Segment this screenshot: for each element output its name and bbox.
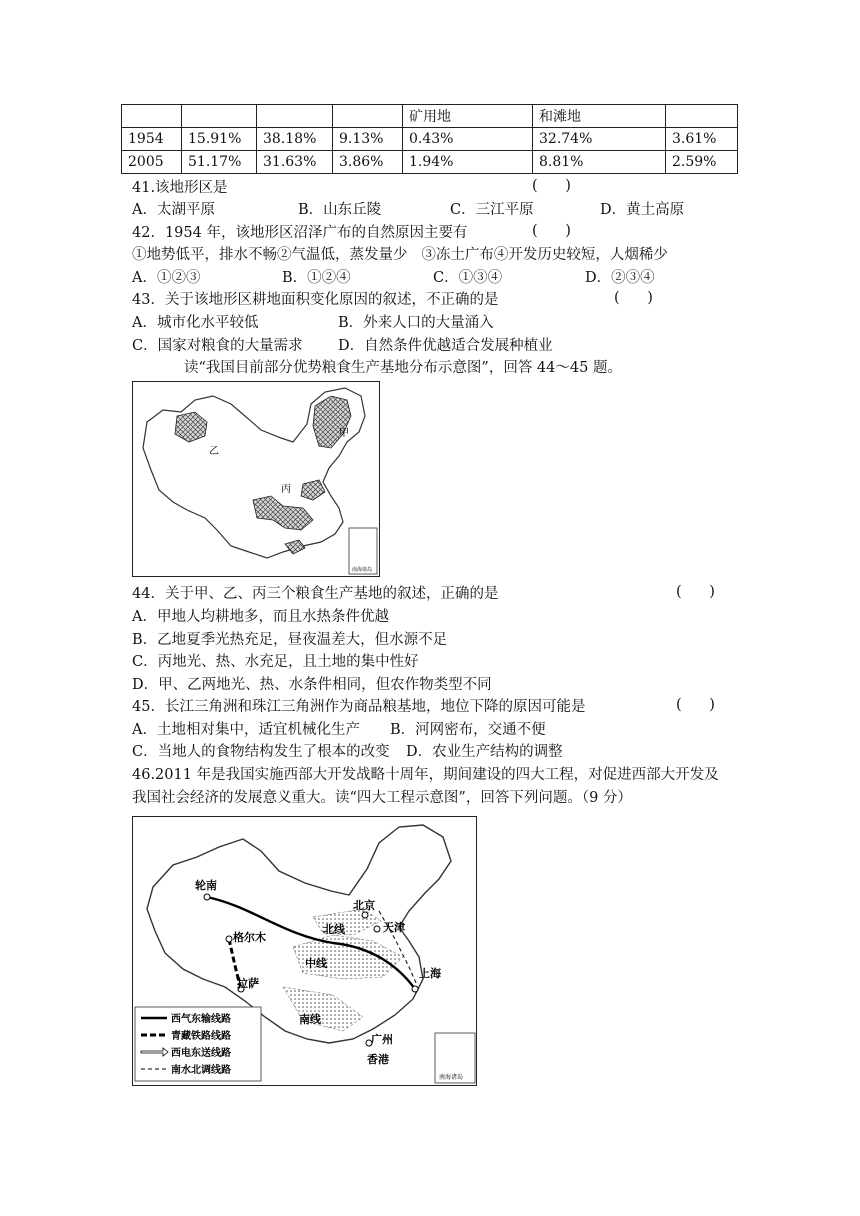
table-cell: 3.61% [666,128,738,151]
place-guangzhou: 广州 [371,1033,393,1046]
table-cell: 51.17% [182,151,257,174]
q43-stem: 43．关于该地形区耕地面积变化原因的叙述，不正确的是 [132,292,499,308]
table-cell [333,105,403,128]
q45-stem: 45．长江三角洲和珠江三角洲作为商品粮基地，地位下降的原因可能是 [132,699,586,715]
q44-option-a: A．甲地人均耕地多，而且水热条件优越 [132,609,389,625]
land-use-table [121,104,738,174]
beijing-point [362,912,368,918]
q41-option-b: B．山东丘陵 [298,202,382,218]
table-row [122,151,738,174]
legend-power: 西电东送线路 [171,1048,231,1059]
table-cell: 31.63% [257,151,333,174]
q46-line-2: 我国社会经济的发展意义重大。读“四大工程示意图”，回答下列问题。（9 分） [132,790,632,806]
q43-option-a: A．城市化水平较低 [132,315,259,331]
table-cell: 和滩地 [533,105,666,128]
q41-answer-paren: ( ) [532,178,571,194]
q42-answer-paren: ( ) [532,223,571,239]
route-north: 北线 [323,923,345,936]
china-map-graphic [133,382,379,576]
q46-line-1: 46.2011 年是我国实施西部大开发战略十周年，期间建设的四大工程，对促进西部大开发及 [132,767,719,783]
table-cell [666,105,738,128]
place-shanghai: 上海 [419,967,441,980]
table-cell: 3.86% [333,151,403,174]
yangtze-base [253,496,313,530]
four-projects-map [132,816,477,1086]
table-cell: 8.81% [533,151,666,174]
place-lunnan: 轮南 [195,879,217,892]
tianjin-point [374,926,380,932]
q43-option-c: C．国家对粮食的大量需求 [132,338,303,354]
q44-stem: 44．关于甲、乙、丙三个粮食生产基地的叙述，正确的是 [132,586,499,602]
q45-option-d: D．农业生产结构的调整 [406,744,563,760]
table-cell: 2.59% [666,151,738,174]
q45-option-b: B．河网密布，交通不便 [390,722,546,738]
table-cell: 9.13% [333,128,403,151]
table-cell: 1.94% [403,151,533,174]
q45-option-a: A．土地相对集中，适宜机械化生产 [132,722,360,738]
q43-option-d: D．自然条件优越适合发展种植业 [338,338,553,354]
place-lhasa: 拉萨 [237,977,259,990]
route-south: 南线 [299,1013,321,1026]
q44-option-d: D．甲、乙两地光、热、水条件相同，但农作物类型不同 [132,677,492,693]
place-hongkong: 香港 [367,1053,389,1066]
golmud-point [226,936,232,942]
grain-base-map [132,381,380,577]
legend-railway: 青藏铁路线路 [171,1031,231,1042]
shanghai-point [412,986,418,992]
q42-option-c: C．①③④ [433,270,503,286]
table-cell [257,105,333,128]
lunnan-point [204,894,210,900]
map-label-bing: 丙 [281,484,291,495]
table-cell: 0.43% [403,128,533,151]
legend-water: 南水北调线路 [171,1065,231,1076]
place-tianjin: 天津 [383,921,405,934]
table-cell: 38.18% [257,128,333,151]
table-cell: 1954 [122,128,182,151]
table-row [122,105,738,128]
q42-stem: 42．1954 年，该地形区沼泽广布的自然原因主要有 [132,225,468,241]
q41-option-c: C．三江平原 [450,202,534,218]
place-golmud: 格尔木 [233,931,266,944]
q42-statements: ①地势低平，排水不畅②气温低，蒸发量少 ③冻土广布④开发历史较短，人烟稀少 [132,247,668,263]
intro-44-45: 读“我国目前部分优势粮食生产基地分布示意图”，回答 44～45 题。 [184,360,622,376]
table-row [122,128,738,151]
inset-label: 南海诸岛 [439,1074,464,1081]
pearl-river-base [285,540,305,554]
south-route-area [283,987,363,1031]
q44-option-b: B．乙地夏季光热充足，昼夜温差大，但水源不足 [132,632,448,648]
north-china-base [301,480,325,500]
q42-option-b: B．①②④ [282,270,351,286]
q43-answer-paren: ( ) [614,290,653,306]
xinjiang-base [175,412,207,442]
place-beijing: 北京 [353,899,375,912]
four-projects-graphic [133,817,476,1085]
q41-option-d: D．黄土高原 [600,202,685,218]
q42-option-d: D．②③④ [585,270,655,286]
table-cell: 32.74% [533,128,666,151]
northeast-base [313,396,351,448]
q44-answer-paren: ( ) [676,584,715,600]
map-label-yi: 乙 [209,446,219,457]
table-cell [182,105,257,128]
legend-gas: 西气东输线路 [171,1014,231,1025]
table-cell: 矿用地 [403,105,533,128]
table-cell: 2005 [122,151,182,174]
q45-answer-paren: ( ) [676,697,715,713]
q42-option-a: A．①②③ [132,270,201,286]
inset-label: 南海诸岛 [352,567,373,573]
table-cell: 15.91% [182,128,257,151]
q41-option-a: A．太湖平原 [132,202,215,218]
q44-option-c: C．丙地光、热、水充足，且土地的集中性好 [132,654,419,670]
route-middle: 中线 [305,957,327,970]
q41-stem: 41.该地形区是 [132,180,228,196]
map-label-jia: 甲 [339,428,349,439]
map-legend [135,1007,261,1081]
table-cell [122,105,182,128]
q45-option-c: C．当地人的食物结构发生了根本的改变 [132,744,390,760]
q43-option-b: B．外来人口的大量涌入 [338,315,494,331]
